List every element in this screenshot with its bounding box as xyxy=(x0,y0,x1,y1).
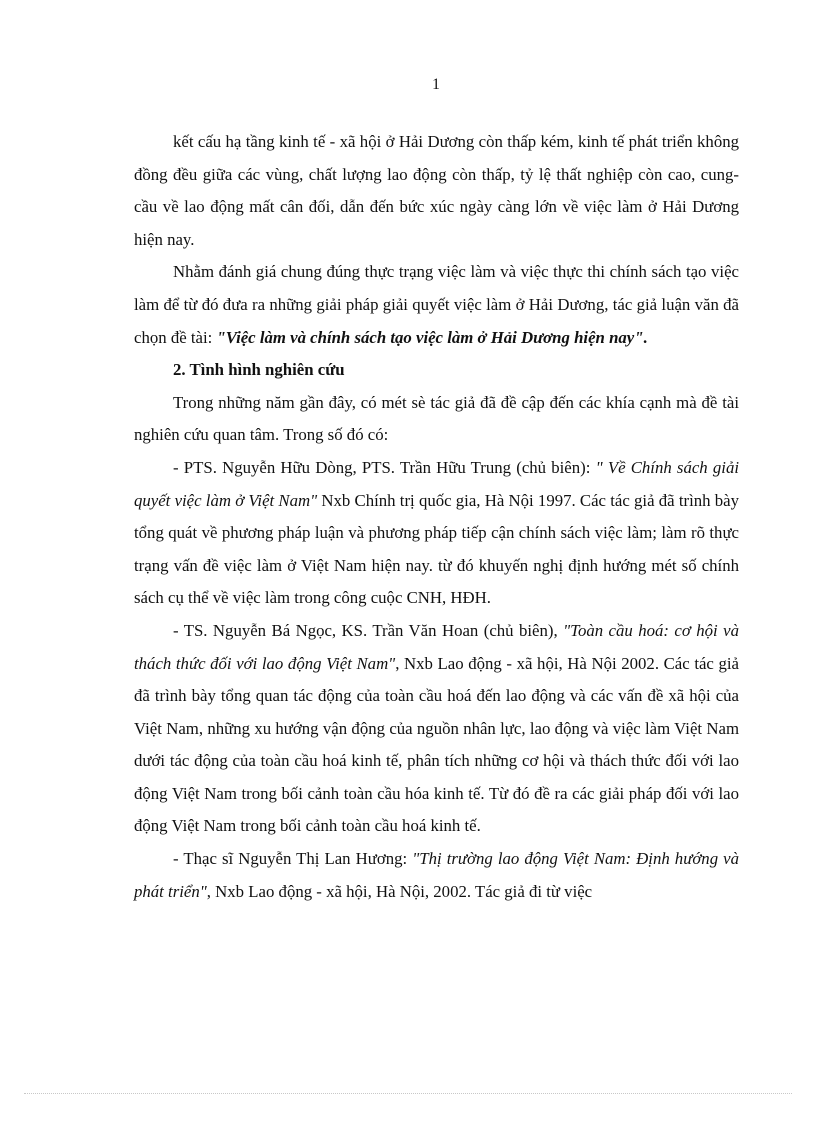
paragraph-topic xyxy=(134,256,739,354)
reference-description: Nxb Chính trị quốc gia, Hà Nội 1997. Các tác giả đã trình bày tổng quát về phương pháp luận và phương pháp tiếp cận chính sách việc làm; làm rõ thực trạng vấn đề việc làm ở Việt Nam hiện nay. từ đó khuyến nghị định hướng mét số chính sách cụ thể về việc làm trong công cuộc CNH, HĐH. xyxy=(134,490,739,608)
reference-title: "Thị trường lao động Việt Nam: Định hướng và phát triển" xyxy=(134,849,739,901)
reference-author: - TS. Nguyễn Bá Ngọc, KS. Trần Văn Hoan (chủ biên), xyxy=(173,620,564,640)
topic-end-period: . xyxy=(643,327,648,347)
paragraph-overview: Trong những năm gần đây, có mét sè tác giả đã đề cập đến các khía cạnh mà đề tài nghiên cứu quan tâm. Trong số đó có: xyxy=(134,392,739,445)
reference-item xyxy=(134,843,739,908)
document-body xyxy=(134,126,739,908)
reference-item xyxy=(134,452,739,615)
reference-title: " Về Chính sách giải quyết việc làm ở Việt Nam" xyxy=(134,457,739,510)
reference-description: , Nxb Lao động - xã hội, Hà Nội, 2002. Tác giả đi từ việc xyxy=(206,881,593,901)
page-bottom-divider xyxy=(24,1093,792,1094)
reference-description: , Nxb Lao động - xã hội, Hà Nội 2002. Các tác giả đã trình bày tổng quan tác động của toàn cầu hoá đến lao động và các vấn đề xã hội của Việt Nam, những xu hướng vận động của nguồn nhân lực, lao động và việc làm Việt Nam dưới tác động của toàn cầu hoá kinh tế, phân tích những cơ hội và thách thức đối với lao động Việt Nam trong bối cảnh toàn cầu hóa kinh tế. Từ đó đề ra các giải pháp đối với lao động Việt Nam trong bối cảnh toàn cầu hoá kinh tế. xyxy=(134,653,739,836)
reference-author: - PTS. Nguyễn Hữu Dòng, PTS. Trần Hữu Trung (chủ biên): xyxy=(173,457,596,477)
reference-item xyxy=(134,615,739,843)
paragraph-context: kết cấu hạ tầng kinh tế - xã hội ở Hải Dương còn thấp kém, kinh tế phát triển không đồng đều giữa các vùng, chất lượng lao động còn thấp, tỷ lệ thất nghiệp còn cao, cung- cầu về lao động mất cân đối, dẫn đến bức xúc ngày càng lớn về việc làm ở Hải Dương hiện nay. xyxy=(134,132,739,249)
page-number: 1 xyxy=(432,76,440,93)
reference-author: - Thạc sĩ Nguyễn Thị Lan Hương: xyxy=(173,849,413,869)
reference-title: "Toàn cầu hoá: cơ hội và thách thức đối với lao động Việt Nam" xyxy=(134,620,739,673)
thesis-title: "Việc làm và chính sách tạo việc làm ở Hải Dương hiện nay" xyxy=(216,327,644,347)
topic-intro-text: Nhằm đánh giá chung đúng thực trạng việc làm và việc thực thi chính sách tạo việc làm để từ đó đưa ra những giải pháp giải quyết việc làm ở Hải Dương, tác giả luận văn đã chọn đề tài: xyxy=(134,262,739,347)
section-heading: 2. Tình hình nghiên cứu xyxy=(173,360,345,380)
